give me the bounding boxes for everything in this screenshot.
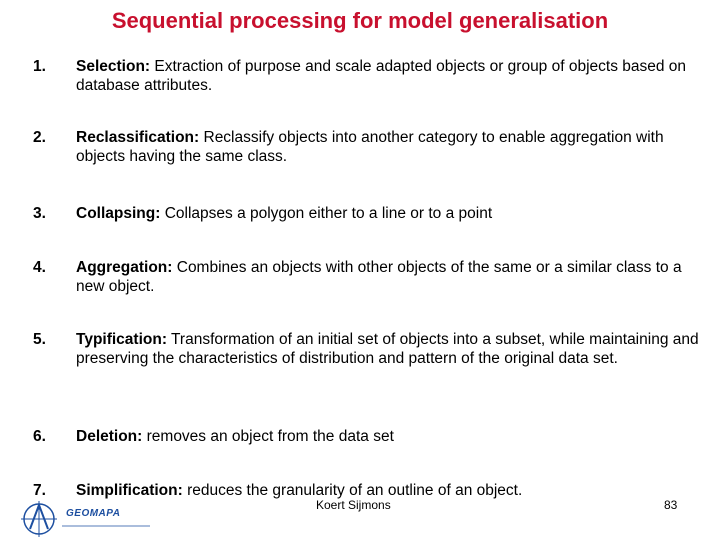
slide-title: Sequential processing for model generalisation [111,8,609,33]
item-text [76,258,701,296]
item-number: 3. [33,205,46,222]
item-description: removes an object from the data set [142,428,394,445]
item-text [76,204,701,223]
item-description: Collapses a polygon either to a line or to a point [160,205,493,222]
item-description: Extraction of purpose and scale adapted objects or group of objects based on database attributes. [76,58,687,94]
item-term: Typification: [76,331,167,348]
item-text [76,330,701,368]
item-number: 6. [33,428,46,445]
item-number: 2. [33,129,46,146]
item-number: 1. [33,58,46,75]
item-term: Reclassification: [76,129,200,146]
item-description: Combines an objects with other objects of the same or a similar class to a new object. [76,259,682,295]
item-term: Selection: [76,58,151,75]
item-text [76,57,701,95]
item-term: Deletion: [76,428,143,445]
item-number: 4. [33,259,46,276]
item-description: reduces the granularity of an outline of an object. [182,482,523,499]
item-text [76,427,701,446]
item-text [76,128,701,166]
item-description: Reclassify objects into another category to enable aggregation with objects having the same class. [76,129,664,165]
item-number: 5. [33,331,46,348]
item-term: Aggregation: [76,259,173,276]
logo-wordmark: GEOMAPA [66,508,121,519]
footer-author: Koert Sijmons [316,498,391,512]
page-number: 83 [664,498,678,512]
item-number: 7. [33,482,46,499]
item-term: Collapsing: [76,205,161,222]
item-term: Simplification: [76,482,183,499]
item-description: Transformation of an initial set of objects into a subset, while maintaining and preserving the characteristics of distribution and pattern of the original data set. [76,331,699,367]
